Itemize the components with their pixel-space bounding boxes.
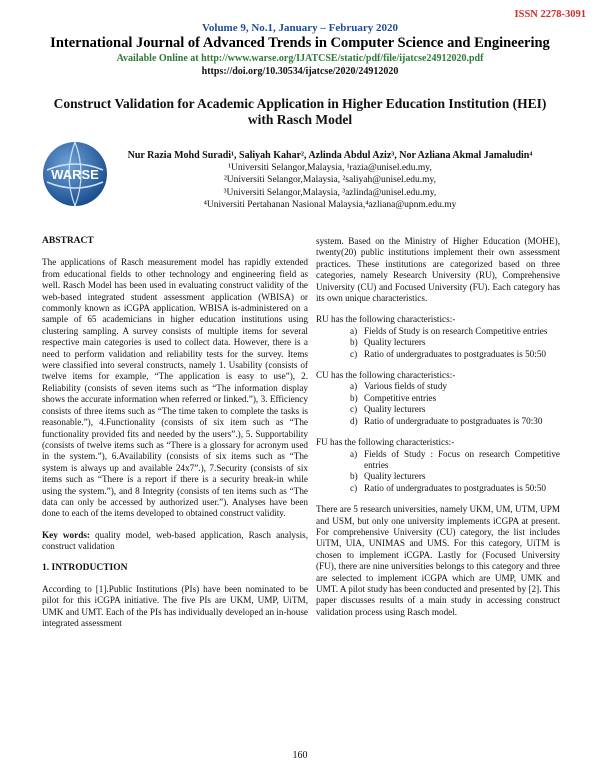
introduction-text: According to [1].Public Institutions (PIs) have been nominated to be pilot for this iCGPA initiative. The five PIs are UKM, UMP, UiTM, UMK and UMT. Each of the PIs has individually developed an in-house integrated assessment xyxy=(42,583,308,629)
affiliation-2: ²Universiti Selangor,Malaysia, ²saliyah@unisel.edu.my, xyxy=(223,175,437,186)
keywords xyxy=(42,530,308,553)
list-item: c) Ratio of undergraduates to postgraduates is 50:50 xyxy=(350,348,547,359)
available-online-link[interactable]: Available Online at http://www.warse.org/IJATCSE/static/pdf/file/ijatcse24912020.pdf xyxy=(116,53,484,64)
list-item: c) Quality lecturers xyxy=(350,404,426,415)
fu-list xyxy=(316,449,560,495)
page-number: 160 xyxy=(292,750,308,761)
right-paragraph-1: system. Based on the Ministry of Higher Education (MOHE), twenty(20) public institutions implement their own assessment practices. These institutions are categorized based on three categories, namely Research University (RU), Comprehensive University (CU) and Focused University (FU). Each category has its own unique characteristics. xyxy=(316,236,560,304)
introduction-heading: 1. INTRODUCTION xyxy=(42,562,128,573)
author-block xyxy=(110,150,550,211)
abstract-text: The applications of Rasch measurement model has rapidly extended from educational fields to other technology and engineering field as well. Rasch Model has been used in evaluating construct validity of the web-based integrated student assessment application (WBISA) or commonly known as iCGPA application. WBISA is-administered on a sample of 65 academicians in higher education institutions using clustering sampling. A survey consists of multiple items for several respective main categories is used to collect data. However, there is a need to perform validation and reliability tests for the survey. Items were classified into several constructs, namely 1. Usability (consists of twelve items for example, “The application is easy to use”), 2. Reliability (consists of seven items such as “The information display shows the accurate information when referred or linked.”), 3. Efficiency consists of three items such as “The time taken to complete the tasks is reasonable.”), 4.Functionality (consists of six item such as “The functionality provided fits and needed by the users”.), 5. Supportability (consists of twelve items such as “There is a glossary for acronym used in the system.”), 6.Availability (consists of six items such as “The system is always up and available 24x7”.), 7.Security (consists of six items such as “There is a report if there is a security break-in while using the system.”), and 8 Integrity (consists of ten items such as “The data can only be accessed by authorized user.”). Analyses have been done to each of the items developed to obtained construct validity. xyxy=(42,257,308,519)
right-column xyxy=(316,236,560,618)
cu-heading: CU has the following characteristics:- xyxy=(316,370,456,381)
paper-title: Construct Validation for Academic Application in Higher Education Institution (HEI) with Rasch Model xyxy=(53,96,547,127)
list-item: d) Ratio of undergraduate to postgraduates is 70:30 xyxy=(350,415,543,426)
journal-title: International Journal of Advanced Trends in Computer Science and Engineering xyxy=(50,35,550,51)
list-item: b) Quality lecturers xyxy=(350,337,426,348)
ru-list xyxy=(316,326,560,360)
author-names: Nur Razia Mohd Suradi¹, Saliyah Kahar², Azlinda Abdul Aziz³, Nor Azliana Akmal Jamaludin⁴ xyxy=(127,150,533,161)
right-paragraph-2: There are 5 research universities, namely UKM, UM, UTM, UPM and USM, but only one university implements iCGPA at present. For comprehensive University (CU) category, the list includes UiTM, UIA, UNIMAS and UMS. For this category, UiTM is chosen to implement iCGPA. Lastly for (Focused University (FU), there are nine universities belongs to this category and three are selected to implement iCGPA which are UMP, UMK and UMT. A pilot study has been conducted and presented by [2]. This paper discusses results of a main study in accessing construct validation process using Rasch model. xyxy=(316,504,560,617)
svg-text:WARSE: WARSE xyxy=(51,167,99,182)
list-item: a) Fields of Study : Focus on research Competitive entries xyxy=(350,448,560,470)
list-item: c) Ratio of undergraduates to postgraduates is 50:50 xyxy=(350,482,547,493)
volume-line: Volume 9, No.1, January – February 2020 xyxy=(201,22,399,34)
list-item: a) Fields of Study is on research Competitive entries xyxy=(350,325,548,336)
keywords-text: quality model, web-based application, Rasch analysis, construct validation xyxy=(42,529,309,552)
affiliation-3: ³Universiti Selangor,Malaysia, ³azlinda@unisel.edu.my, xyxy=(223,187,437,198)
list-item: a) Various fields of study xyxy=(350,381,447,392)
cu-list xyxy=(316,381,560,427)
warse-logo xyxy=(41,140,109,208)
keywords-label: Key words: xyxy=(42,529,90,540)
list-item: b) Quality lecturers xyxy=(350,471,426,482)
affiliation-1: ¹Universiti Selangor,Malaysia, ¹razia@unisel.edu.my, xyxy=(228,163,432,174)
ru-heading: RU has the following characteristics:- xyxy=(316,314,456,325)
issn-label: ISSN 2278-3091 xyxy=(514,9,586,20)
affiliation-4: ⁴Universiti Pertahanan Nasional Malaysia,⁴azliana@upnm.edu.my xyxy=(203,199,457,210)
left-column xyxy=(42,236,308,630)
fu-heading: FU has the following characteristics:- xyxy=(316,437,455,448)
list-item: b) Competitive entries xyxy=(350,392,437,403)
journal-header xyxy=(0,22,600,78)
abstract-heading: ABSTRACT xyxy=(42,236,94,246)
doi-link[interactable]: https://doi.org/10.30534/ijatcse/2020/24912020 xyxy=(201,66,399,77)
